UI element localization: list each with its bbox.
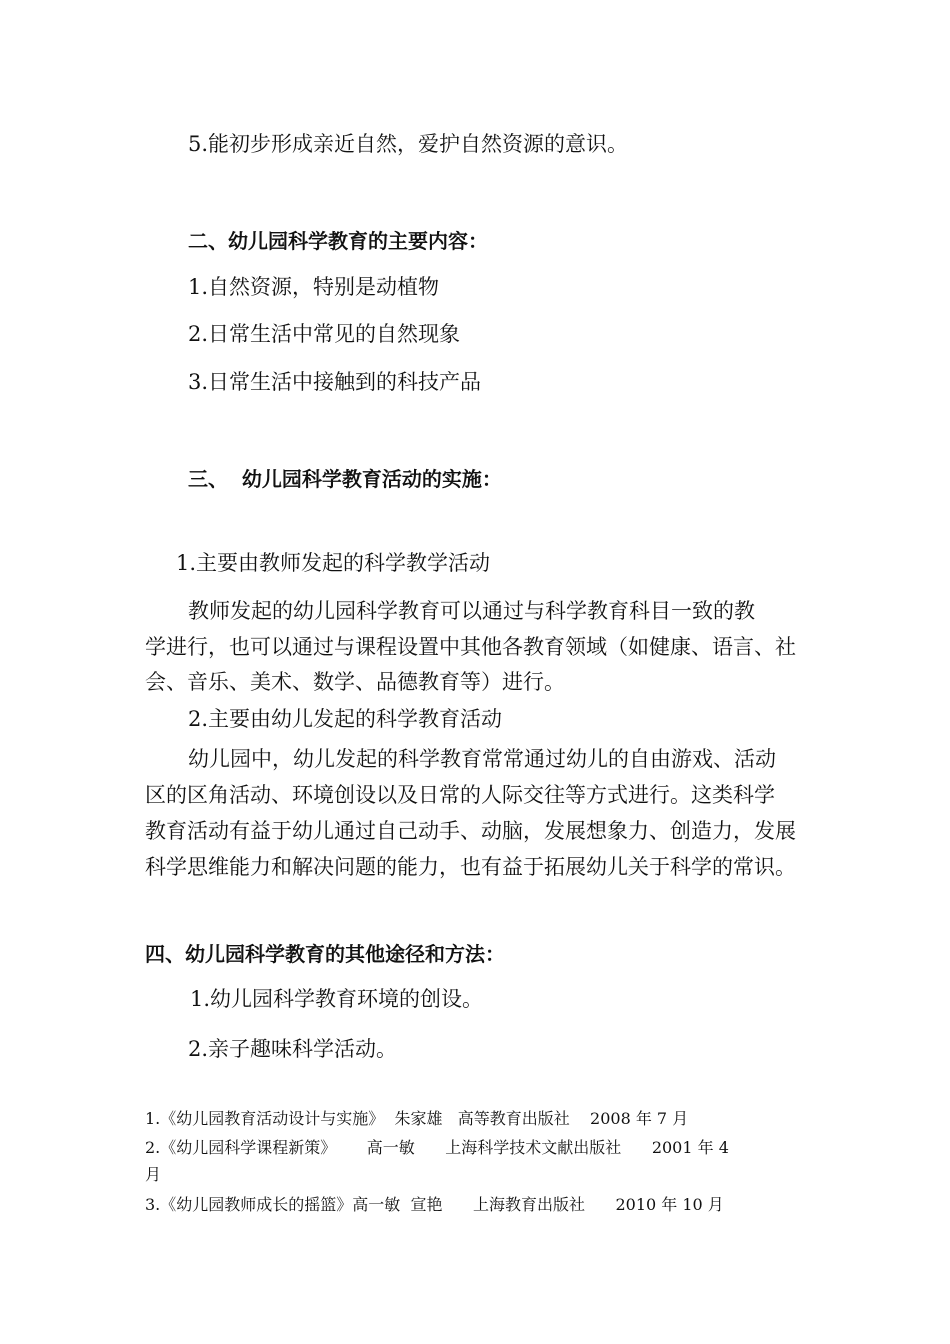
- method-item-1: 1.幼儿园科学教育环境的创设。: [190, 987, 484, 1011]
- content-item-3: 3.日常生活中接触到的科技产品: [188, 370, 482, 394]
- paragraph-line: 区的区角活动、环境创设以及日常的人际交往等方式进行。这类科学: [145, 783, 775, 807]
- paragraph-line: 学进行，也可以通过与课程设置中其他各教育领域（如健康、语言、社: [145, 635, 796, 659]
- method-item-2: 2.亲子趣味科学活动。: [188, 1037, 398, 1061]
- paragraph-line: 科学思维能力和解决问题的能力，也有益于拓展幼儿关于科学的常识。: [145, 855, 796, 879]
- paragraph-line: 会、音乐、美术、数学、品德教育等）进行。: [145, 670, 565, 694]
- reference-2-continued: 月: [145, 1165, 162, 1184]
- paragraph-line: 幼儿园中，幼儿发起的科学教育常常通过幼儿的自由游戏、活动: [188, 747, 776, 771]
- section-3-heading: 三、 幼儿园科学教育活动的实施：: [188, 467, 502, 491]
- reference-2: 2.《幼儿园科学课程新策》 高一敏 上海科学技术文献出版社 2001 年 4: [145, 1138, 729, 1157]
- reference-1: 1.《幼儿园教育活动设计与实施》 朱家雄 高等教育出版社 2008 年 7 月: [145, 1109, 689, 1128]
- content-item-2: 2.日常生活中常见的自然现象: [188, 322, 461, 346]
- goal-item-5: 5.能初步形成亲近自然，爱护自然资源的意识。: [188, 132, 629, 156]
- section-4-heading: 四、幼儿园科学教育的其他途径和方法：: [145, 942, 505, 966]
- implementation-subheading-1: 1.主要由教师发起的科学教学活动: [176, 551, 491, 575]
- content-item-1: 1.自然资源，特别是动植物: [188, 275, 440, 299]
- reference-3: 3.《幼儿园教师成长的摇篮》高一敏 宣艳 上海教育出版社 2010 年 10 月: [145, 1195, 724, 1214]
- section-2-heading: 二、幼儿园科学教育的主要内容：: [188, 229, 488, 253]
- paragraph-line: 教师发起的幼儿园科学教育可以通过与科学教育科目一致的教: [188, 599, 755, 623]
- paragraph-line: 教育活动有益于幼儿通过自己动手、动脑，发展想象力、创造力，发展: [145, 819, 796, 843]
- implementation-subheading-2: 2.主要由幼儿发起的科学教育活动: [188, 707, 503, 731]
